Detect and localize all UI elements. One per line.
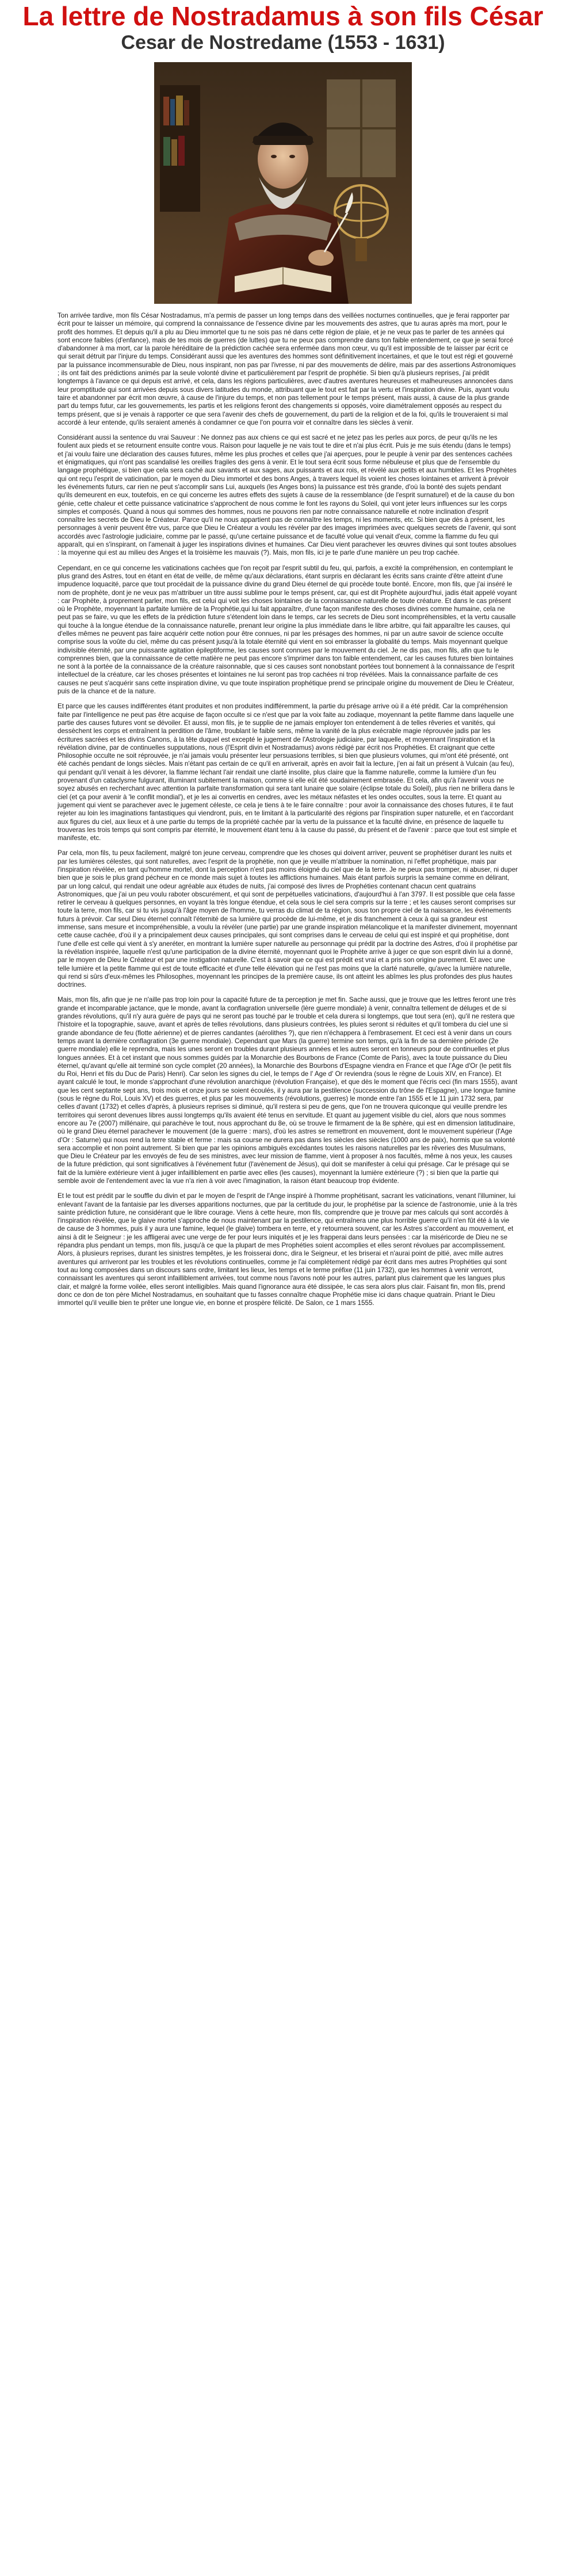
page-title: La lettre de Nostradamus à son fils César bbox=[22, 1, 544, 31]
paragraph: Considérant aussi la sentence du vrai Sauveur : Ne donnez pas aux chiens ce qui est sacré et ne jetez pas les perles aux porcs, de peur qu'ils ne les foulent aux pieds et se retournent ensuite contre vous. Raison pour laquelle je ne vais tout te dire et n'ai plus écrit. Puis je me suis étendu (dans le temps) et j'ai voulu faire une déclaration des causes futures, même les plus proches et celles que j'ai aperçues, pour le peuple à venir par des sentences cachées et énigmatiques, qui n'ont pas scandalisé les oreilles fragiles des gens à venir. Et le tout sera écrit sous forme nébuleuse et plus que de l'ensemble du langage prophétique, si bien que cela sera caché aux savants et aux sages, aux puissants et aux rois, et révélé aux petits et aux humbles. Et les Prophètes qui ont reçu l'esprit de vaticination, par le moyen du Dieu immortel et des bons Anges, à travers lequel ils voient les choses lointaines et arrivent à prévoir les événements futurs, car rien ne peut s'accomplir sans Lui, auxquels (les Anges bons) la puissance est très grande, d'où la bonté des sujets pendant qu'ils demeurent en eux, toutefois, en ce qui concerne les autres effets des sujets à cause de la ressemblance (de l'esprit surnaturel) et de la cause du bon génie, cette chaleur et cette puissance vaticinatrice s'approchent de nous comme le font les rayons du Soleil, qui vont jeter leurs influences sur les corps simples et composés. Quand à nous qui sommes des hommes, nous ne pouvons rien par notre connaissance naturelle et notre inclination d'esprit connaître les secrets de Dieu le Créateur. Parce qu'il ne nous appartient pas de connaître les temps, ni les moments, etc. Si bien que dès à présent, les personnages à venir peuvent être vus, parce que Dieu le Créateur a voulu les révéler par des images imprimées avec quelques secrets de l'avenir, qui sont accordés avec l'astrologie judiciaire, comme par le passé, qu'une certaine puissance et de faculté volue qui venait d'eux, comme la flamme du feu qui apparaît, qui en s'inspirant, on l'amenait à juger les inspirations divines et humaines. Car Dieu vient parachever les œuvres divines qui sont toutes absolues : la moyenne qui est au milieu des Anges et la troisième les mauvais (?). Mais, mon fils, ici je te parle d'une manière un peu trop cachée. bbox=[58, 434, 517, 557]
paragraph: Cependant, en ce qui concerne les vaticinations cachées que l'on reçoit par l'esprit subtil du feu, qui, parfois, a excité la compréhension, en contemplant le plus grand des Astres, tout en étant en état de veille, de même qu'aux déclarations, étant surpris en déclarant les écrits sans crainte d'être atteint d'une impudence loquacité, parce que tout procédait de la puissance divine du grand Dieu éternel de qui procède toute bonté. Encore, mon fils, que j'ai inséré le nom de prophète, dont je ne veux pas m'attribuer un titre aussi sublime pour le temps présent, car, qui est dit Prophète aujourd'hui, jadis était appelé voyant : car Prophète, à proprement parler, mon fils, est celui qui voit les choses lointaines de la connaissance naturelle de toute créature. Et dans le cas présent où le Prophète, moyennant la parfaite lumière de la Prophétie,qui lui fait apparaître, d'une façon manifeste des choses divines comme humaine, cela ne peut pas se faire, vu que les effets de la prédiction future s'étendent loin dans le temps, car les secrets de Dieu sont incompréhensibles, et la vertu causalle qui touche à la longue étendue de la connaissance naturelle, prenant leur origine la plus immédiate dans le libre arbitre, qui fait apparaître les causes, qui d'elles mêmes ne peuvent pas faire acquérir cette notion pour être connues, ni par les présages des hommes, ni par un autre savoir de science occulte comprise sous la voûte du ciel, même du cas présent jusqu'à la totale éternité qui vient en soi embrasser la globalité du temps. Mais moyennant quelque indivisible éternité, par une puissante agitation épileptiforme, les causes sont connues par le mouvement du ciel. Je ne dis pas, mon fils, afin que tu le comprennes bien, que la connaissance de cette matière ne peut pas encore s'imprimer dans ton faible entendement, car les causes futures bien lointaines ne sont à la portée de la connaissance de la créature raisonnable, que si ces causes sont nonobstant portées tout bonnement à la connaissance de l'esprit intellectuel de la créature, car les choses présentes et lointaines ne lui seront pas trop cachées ni trop révélées. Mais la connaissance parfaite de ces causes ne peut s'acquérir sans cette inspiration divine, vu que toute inspiration prophétique prend se principale origine du mouvement de Dieu le Créateur, puis de la chance et de la nature. bbox=[58, 564, 517, 696]
paragraph: Par cela, mon fils, tu peux facilement, malgré ton jeune cerveau, comprendre que les choses qui doivent arriver, peuvent se prophétiser durant les nuits et par les lumières célestes, qui sont naturelles, avec l'esprit de la prophétie, non que je veuille m'attribuer la nomination, ni l'effet prophétique, mais par l'inspiration révélée, en tant qu'homme mortel, dont la perception n'est pas moins éloigné du ciel que de la terre. Je ne peux pas tromper, ni abuser, ni duper bien que je sois le plus grand pécheur en ce monde mais sujet à toutes les afflictions humaines. Mais étant parfois surpris la semaine comme en délirant, par un long calcul, qui rendait une odeur agréable aux études de nuits, j'ai composé des livres de Prophéties contenant chacun cent quatrains Astronomiques, que j'ai un peu voulu raboter obscurément, et qui sont de perpétuelles vaticinations, d'aujourd'hui à l'an 3797. Il est possible que cela fasse retirer le cerveau à quelques personnes, en voyant la très longue étendue, et cela sous le ciel sera compris sur la terre ; et les causes seront comprises sur toute la terre, mon fils, car si tu vis jusqu'à l'âge moyen de l'homme, tu verras du climat de ta région, sous ton propre ciel de ta naissance, les événements futurs à prévoir. Car seul Dieu éternel connaît l'éternité de sa lumière qui procède de lui-même, et je dis franchement à ceux à qui sa grandeur est immense, sans mesure et incompréhensible, a voulu la révéler (une partie) par une grande inspiration mélancolique et la manifester divinement, moyennant cette cause cachée, d'où il y a principalement deux causes principales, qui sont comprises dans le cerveau de celui qui est inspiré et qui prophétise, dont l'une d'elle est celle qui vient à s'y aneréter, en montrant la lumière super naturelle au personnage qui prédit par la doctrine des Astres, d'où il prophétise par la révélation inspirée, laquelle n'est qu'une participation de la divine éternité, moyennant quoi le Prophète arrive à juger ce que son esprit divin lui a donné, par le moyen de Dieu le Créateur et par une instigation naturelle. C'est à savoir que ce qui est prédit est vrai et a pris son origine purement. Et avec une telle lumière et la petite flamme qui est de toute efficacité et d'une telle élévation qui ne l'est pas moins que la clarté naturelle, qu'avec la lumière naturelle, qui rend si sûrs d'eux-mêmes les Philosophes, moyennant les principes de la première cause, ils ont atteint les abîmes les plus profondes des plus hautes doctrines. bbox=[58, 849, 518, 989]
letter-body bbox=[58, 312, 518, 1314]
paragraph: Mais, mon fils, afin que je ne n'aille pas trop loin pour la capacité future de ta perception je met fin. Sache aussi, que je trouve que les lettres feront une très grande et incomparable jactance, que le monde, avant la conflagration universelle (lère guerre mondiale) à venir, connaîtra tellement de déluges et de si grandes révolutions, qu'il n'y aura guère de pays qui ne seront pas touché par le trouble et cela durera si longtemps, que tout sera (en), qu'il ne restera que l'histoire et la topographie, sauve, avant et après de telles révolutions, dans plusieurs contrées, les pluies seront si réduites et qu'il tombera du ciel une si grande abondance de feu (flotte aérienne) et de pierres candantes (aérolithes ?), que rien n'échappera à l'embrasement. Et ceci est à venir dans un cours temps avant la dernière conflagration (3e guerre mondiale). Cependant que Mars (la guerre) termine son temps, qu'à la fin de sa dernière période (2e guerre mondiale) elle le reprendra, mais les unes seront en troubles durant plusieurs années et les autres seront en tonneurs pour de continuelles et plus longues années. Et à cet instant que nous sommes guidés par la Monarchie des Bourbons de France (Comte de Paris), avec la toute puissance du Dieu éternel, qu'avant qu'elle ait terminé son cycle complet (20 années), la Monarchie des Bourbons d'Espagne viendra en France et que l'Age d'Or (le petit fils du Roi, Henri et fils du Duc de Paris) Henri). Car selon les signes du ciel, le temps de l' Age d' Or reviendra (sous le règne de Louis XIV, en France). Et ayant calculé le tout, le monde s'approchant d'une révolution anarchique (révolution Française), et que dès le moment que l'écris ceci (fin mars 1555), avant que les cent septante sept ans, trois mois et onze jours se soient écoulés, il y aura par la pestilence (succession du trône de l'Espagne), une longue famine (sous le règne du Roi, Louis XV) et des guerres, et plus par les mouvements (révolutions, guerres) le monde entre l'an 1555 et le 11 juin 1732 sera, par celles d'avant (1732) et celles d'après, à plusieurs reprises si diminué, qu'il restera si peu de gens, que l'on ne trouvera quiconque qui veuille prendre les territoires qui seront devenues libres aussi longtemps qu'ils avaient été tenus en servitude. Et quant au jugement visible du ciel, alors que nous sommes encore au 7e (2007) millénaire, qui parachève le tout, nous approchant du 8e, où se trouve le firmament de la 8e sphère, qui est en dimension latitudinaire, où le grand Dieu éternel parachever le mouvement (de la guerre : mars), d'où les astres se remettront en mouvement, dont le mouvement supérieur (l'Age d'Or : Saturne) qui nous rend la terre stable et ferme : mais sa course ne durera pas dans les siècles des siècles (1000 ans de paix), hormis que sa volonté sera accomplie et non point autrement. Si bien que par les opinions ambiguës excédantes toutes les raisons naturelles par les rêveries des Musulmans, que Dieu le Créateur par les envoyés de feu de ses ministres, avec leur mission de flamme, vient à proposer à nos facultés, même à nos yeux, les causes de la future prédiction, qui sont significatives à l'événement futur (l'avènement de Jésus), qui doit se manifester à celui qui présage. Car le présage qui se fait de la lumière extérieure vient à juger infailliblement en partie avec elles (les causes), moyennant la lumière extérieure (?) ; si bien que la partie qui semble avoir de l'entendement avec la vue n'a rien à voir avec l'imagination, la raison étant beaucoup trop évidente. bbox=[58, 996, 518, 1185]
page-subtitle: Cesar de Nostredame (1553 - 1631) bbox=[121, 32, 445, 54]
paragraph: Ton arrivée tardive, mon fils César Nostradamus, m'a permis de passer un long temps dans des veillées nocturnes continuelles, que je ferai rapporter par écrit pour te laisser un mémoire, qui comprend la connaissance de l'essence divine par les mouvements des astres, que tu auras après ma mort, pour le profit des hommes. Et depuis qu'il a plu au Dieu immortel que tu ne sois pas né dans cette région de plaie, et je ne veux pas te parler de tes années qui sont encore faibles (d'enfance), mais de tes mois de guerres (de luttes) que tu ne peux pas comprendre dans ton faible entendement, ce que je serai forcé d'abandonner à ma mort, car la parole héréditaire de la prédiction cachée sera enfermée dans mon cœur, vu qu'il est impossible de te laisser par écrit ce qui serait détruit par l'injure du temps. Considérant aussi que les aventures des hommes sont définitivement incertaines, et que le tout est régi et gouverné par la puissance incommensurable de Dieu, nous inspirant, non pas par l'ivresse, ni par des mouvements de délire, mais par des assertions Astronomiques ; ils ont fait des prédictions animés par la seule volonté divine et particulièrement par l'esprit de prophétie. Si bien qu'à plusieurs reprises, j'ai prédit longtemps à l'avance ce qui depuis est arrivé, et cela, dans les régions particulières, avec d'autres aventures heureuses et malheureuses annoncées dans leur promptitude qui sont arrivées depuis sous divers latitudes du monde, attribuant que le tout est fait par la vertu et l'inspiration divine. Puis, ayant voulu taire et abandonner par écrit mon œuvre, à cause de l'injure du temps, et non pas tellement pour le temps présent, mais aussi, à cause de la plus grande part du temps futur, car les gouvernements, les partis et les religions feront des changements si opposés, voire diamétralement opposés au respect du temps présent, que si je venais à rapporter ce que sera l'avenir des chefs de gouvernement, du parti de la religion et de la foi, qu'ils le trouveraient si mal accordé à leur entende, qu'ils seraient amenés à condamner ce que l'on pourra voir et connaître dans les siècles à venir. bbox=[58, 312, 516, 426]
nostradamus-portrait-icon bbox=[154, 62, 412, 304]
paragraph: Et le tout est prédit par le souffle du divin et par le moyen de l'esprit de l'Ange inspiré à l'homme prophétisant, sacrant les vaticinations, venant l'illuminer, lui enlevant l'avant de la fantaisie par les diverses apparitions nocturnes, que par la certitude du jour, le prophétise par la science de l'astronomie, unie à la très sainte prédiction future, ne considérant que le libre courage. Viens à cette heure, mon fils, comprendre que je trouve par mes calculs qui sont accordés à l'inspiration révélée, que le glaive mortel s'approche de nous maintenant par la pestilence, qui entraînera une plus horrible guerre qu'il n'en fût été à la vie de cause de 3 hommes, puis il y aura une famine, lequel (le glaive) tombera en terre, et y retournera souvent, car les Astres s'accordent au mouvement, et ainsi à dit le Seigneur : je les affligerai avec une verge de fer pour leurs iniquités et je les frapperai dans leurs pensées : car la miséricorde de Dieu ne se répandra plus pendant un temps, mon fils, jusqu'à ce que la plupart de mes Prophéties soient accomplies et elles seront révolues par accomplissement. Alors, à plusieurs reprises, durant les sinistres tempêtes, je les froisserai donc, dira le Seigneur, et les briserai et n'aurai point de pitié, avec mille autres aventures qui arriveront par les troubles et les révolutions continuelles, comme je l'ai complètement rédigé par écrit dans mes autres Prophéties qui sont tout au long composées dans un discours sans ordre, limitant les lieux, les temps et le terme préfixe (11 juin 1732), que les hommes à venir verront, connaissant les aventures qui seront infailliblement arrivées, tout comme nous l'avons noté pour les autres, parlant plus clairement que les langues plus clair, et malgré la forme voilée, elles seront intelligibles. Mais quand l'ignorance aura été dissipée, le cas sera alors plus clair. Faisant fin, mon fils, prend donc ce don de ton père Michel Nostradamus, en souhaitant que tu fasses connaître chaque Prophétie mise ici dans chaque quatrain. Priant le Dieu immortel qu'il veuille bien te prêter une longue vie, en bonne et prospère félicité. De Salon, ce 1 mars 1555. bbox=[58, 1192, 518, 1307]
paragraph: Et parce que les causes indifférentes étant produites et non produites indifféremment, la partie du présage arrive où il a été prédit. Car la compréhension faite par l'intelligence ne peut pas être acquise de façon occulte si ce n'est que par la voix faite au zodiaque, moyennant la petite flamme dans laquelle une partie des causes futures vont se dévoiler. Et aussi, mon fils, je te supplie de ne jamais employer ton entendement à de telles rêveries et vanités, qui dessèchent les corps et entraînent la perdition de l'âme, troublant le faible sens, même la vanité de la plus exécrable magie réprouvée jadis par les écritures sacrées et les divins Canons, à la tête duquel est excepté le jugement de l'Astrologie judiciaire, par laquelle, et moyennant l'inspiration et la révélation divine, par de continuelles supputations, nous (l'Esprit divin et Nostradamus) avons rédigé par écrit nos Prophéties. Et craignant que cette Philosophie occulte ne soit réprouvée, je n'ai jamais voulu présenter leur persuasions terribles, si bien que plusieurs volumes, qui m'ont été présenté, ont été cachés pendant de longs siècles. Mais n'étant pas certain de ce qu'il en arriverait, après en avoir fait la lecture, j'en ai fait un présent à Vulcain (au feu), qui pendant qu'il venait à les dévorer, la flamme léchant l'air rendait une clarté insolite, plus claire que la flamme naturelle, comme la lumière d'un feu provenant d'un cataclysme fulgurant, illuminant subitement la maison, comme si elle eût été soudainement embrasée. Et cela, afin qu'à l'avenir vous ne soyez abusés en recherchant avec attention la parfaite transformation qui sera tant lunaire que solaire (éclipse totale du Soleil), plus rien ne brillera dans le ciel (et ça pour avenir à 'le conflit mondial'), et je les ai convertis en cendres, avec les métaux néfastes et les ondes occultes, sous la terre. Et quant au jugement qui vient se parachever avec le jugement céleste, ce cela je tiens à te le faire connaître : pour avoir la connaissance des choses futures, il te faut rejeter au loin les imaginations fantastiques qui viendront, puis, en te limitant à la particularité des régions par l'inspiration super naturelle, et en t'accordant aux figures du ciel, aux lieux et à une partie du temps de la propriété cachée par la vertu de la puissance et la faculté divine, en présence de laquelle tu trouveras les trois temps qui sont compris par éternité, le mouvement étant tenu à la cause du passé, du présent et de l'avenir : parce que tout est simple et manifeste, etc. bbox=[58, 703, 517, 842]
